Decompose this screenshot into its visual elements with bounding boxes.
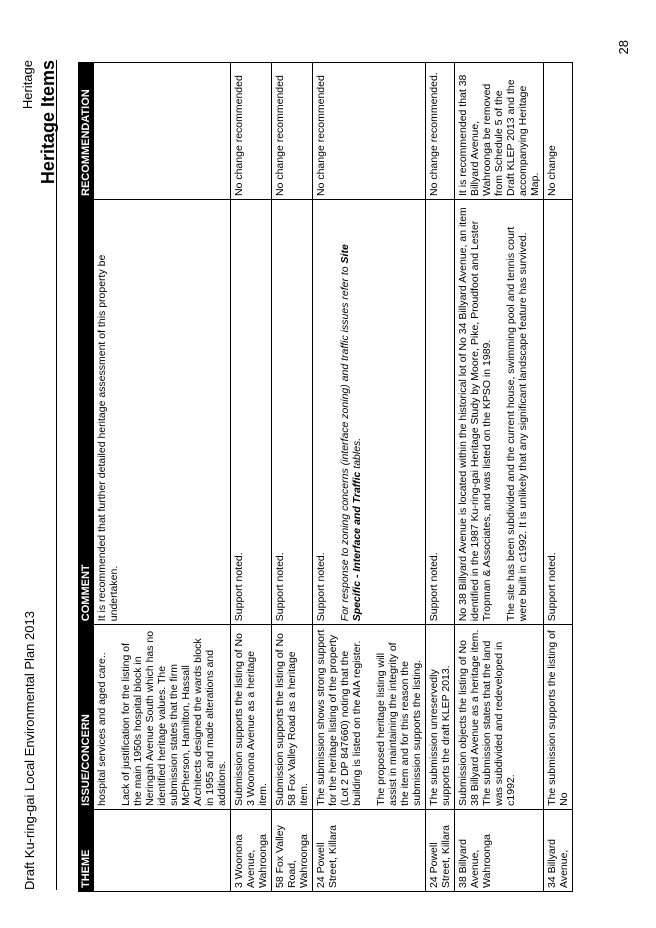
issue-cell xyxy=(272,625,313,810)
theme-cell: 24 Powell Street, Killara xyxy=(426,809,455,891)
table-row xyxy=(313,63,426,892)
header-rule xyxy=(56,60,57,890)
theme-cell: 58 Fox Valley Road, Wahroonga xyxy=(272,809,313,891)
submissions-table xyxy=(78,62,573,892)
comment-text: Support noted. xyxy=(315,552,327,622)
theme-cell xyxy=(94,809,231,891)
issue-cell xyxy=(544,625,573,810)
comment-note-pre: For response to zoning concerns (interface zoning) and traffic issues refer to xyxy=(339,263,351,622)
comment-note-bold: Site Specific - Interface and Traffic xyxy=(339,244,363,622)
column-header-theme: THEME xyxy=(79,809,94,891)
comment-cell xyxy=(272,200,313,625)
issue-text: Submission objects the listing of No 38 Billyard Avenue as a heritage item. The submission states that the land was subdivided and redeveloped in c1992. xyxy=(457,629,517,806)
column-header-recommendation: RECOMMENDATION xyxy=(79,63,94,200)
comment-text: Support noted. xyxy=(274,552,286,622)
recommendation-cell xyxy=(94,63,231,200)
table-row xyxy=(426,63,455,892)
recommendation-cell: No change recommended xyxy=(272,63,313,200)
comment-cell xyxy=(544,200,573,625)
issue-cell xyxy=(313,625,426,810)
page-number: 28 xyxy=(616,40,631,55)
comment-cell xyxy=(455,200,544,625)
comment-text: It is recommended that further detailed heritage assessment of this property be undertaken. xyxy=(96,254,120,622)
comment-text: Support noted. xyxy=(233,552,245,622)
comment-text: Support noted. xyxy=(428,552,440,622)
issue-text: Submission supports the listing of No 58 Fox Valley Road as a heritage item. xyxy=(274,633,310,806)
column-header-issue: ISSUE/CONCERN xyxy=(79,625,94,810)
page-heading: Heritage Items xyxy=(38,60,58,185)
comment-cell xyxy=(94,200,231,625)
comment-note xyxy=(339,203,363,621)
recommendation-cell: No change xyxy=(544,63,573,200)
issue-text: The submission supports the listing of No xyxy=(546,630,570,806)
recommendation-cell: No change recommended xyxy=(313,63,426,200)
table-row xyxy=(455,63,544,892)
table-row xyxy=(272,63,313,892)
issue-cell xyxy=(455,625,544,810)
theme-cell: 3 Woonona Avenue, Wahroonga xyxy=(231,809,272,891)
issue-text: hospital services and aged care.. xyxy=(96,652,108,806)
column-header-comment: COMMENT xyxy=(79,200,94,625)
section-label: Heritage xyxy=(20,60,35,110)
comment-cell xyxy=(231,200,272,625)
table-row xyxy=(231,63,272,892)
issue-cell xyxy=(94,625,231,810)
theme-cell: 34 Billyard Avenue, xyxy=(544,809,573,891)
issue-text: Submission supports the listing of No 3 Woonona Avenue as a heritage item. xyxy=(233,633,269,806)
comment-text: Support noted. xyxy=(546,552,558,622)
table-row xyxy=(94,63,231,892)
issue-cell xyxy=(426,625,455,810)
comment-text: The site has been subdivided and the current house, swimming pool and tennis court were built in c1992. It is unlikely that any significant landscape feature has survived. xyxy=(505,226,529,622)
comment-text: No 38 Billyard Avenue is located within the historical lot of No 34 Billyard Avenue, an item identified in the 1987 Ku-ring-gai Heritage Study by Moore, Pike, Proudfoot and Lester Tropman & Associates, and was listed on the KPSO in 1989. xyxy=(457,207,493,622)
issue-text: The submission shows strong support for the heritage listing of the property (Lot 2 DP 847660) noting that the building is listed on the AIA register. xyxy=(315,629,363,806)
theme-cell: 38 Billyard Avenue, Wahroonga xyxy=(455,809,544,891)
table-row xyxy=(544,63,573,892)
issue-text: Lack of justification for the listing of the main 1950s hospital block in Neringah Avenue South which has no identified heritage values. The submission states that the firm McPherson, Hamilton, Hassall Architects designed the wards block in 1955 and made alterations and additions. xyxy=(120,630,228,806)
comment-cell xyxy=(426,200,455,625)
theme-cell: 24 Powell Street, Killara xyxy=(313,809,426,891)
recommendation-cell: It is recommended that 38 Billyard Avenue, Wahroonga be removed from Schedule 5 of the Draft KLEP 2013 and the accompanying Heritage Map. xyxy=(455,63,544,200)
recommendation-cell: No change recommended xyxy=(231,63,272,200)
issue-text: The proposed heritage listing will assist in maintaining the integrity of the item and for this reason the submission supports the listing. xyxy=(375,642,423,806)
comment-note-post: tables. xyxy=(351,437,363,472)
table-header-row xyxy=(79,63,94,892)
issue-cell xyxy=(231,625,272,810)
rotated-content xyxy=(18,40,638,900)
document-title: Draft Ku-ring-gai Local Environmental Plan 2013 xyxy=(22,611,37,890)
recommendation-cell: No change recommended. xyxy=(426,63,455,200)
issue-text: The submission unreservedly supports the draft KLEP 2013. xyxy=(428,665,452,806)
comment-cell xyxy=(313,200,426,625)
